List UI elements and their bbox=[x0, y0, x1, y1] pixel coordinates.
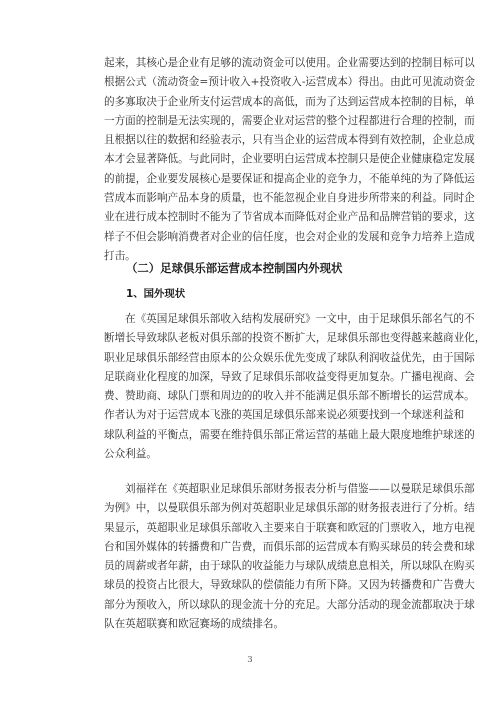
text-line: 根据公式（流动资金=预计收入+投资收入-运营成本）得出。由此可见流动资金 bbox=[104, 76, 475, 89]
text-line: 且根据以往的数据和经验表示，只有当企业的运营成本得到有效控制，企业总成 bbox=[104, 134, 475, 147]
text-line: 营成本而影响产品本身的质量，也不能忽视企业自身进步所带来的利益。同时企 bbox=[104, 192, 475, 205]
page-number: 3 bbox=[247, 655, 253, 665]
text-line: 刘福祥在《英超职业足球俱乐部财务报表分析与借鉴——以曼联足球俱乐部 bbox=[125, 483, 475, 495]
text-line: 的前提，企业要发展核心是要保证和提高企业的竞争力，不能单纯的为了降低运 bbox=[104, 172, 475, 185]
section-heading: （二）足球俱乐部运营成本控制国内外现状 bbox=[126, 261, 343, 275]
text-line: 足联商业化程度的加深，导致了足球俱乐部收益变得更加复杂。广播电视商、会 bbox=[104, 370, 475, 383]
paragraph-premier-league-financial-analysis bbox=[104, 480, 475, 634]
text-line: 一方面的控制是无法实现的，需要企业对运营的整个过程都进行合理的控制，而 bbox=[104, 114, 475, 127]
text-line: 作者认为对于运营成本飞涨的英国足球俱乐部来说必须要找到一个球迷利益和 bbox=[104, 409, 465, 422]
text-line: 打击。 bbox=[104, 249, 136, 262]
text-line: 球员的投资占比很大，导致球队的偿债能力有所下降。又因为转播费和广告费大 bbox=[104, 579, 475, 592]
paragraph-operating-cost-control bbox=[104, 54, 475, 266]
text-line: 断增长导致球队老板对俱乐部的投资不断扩大，足球俱乐部也变得越来越商业化， bbox=[104, 332, 486, 345]
text-line: 样子不但会影响消费者对企业的信任度，也会对企业的发展和竞争力培养上造成 bbox=[104, 230, 475, 243]
text-line: 的多寡取决于企业所支付运营成本的高低，而为了达到运营成本控制的目标，单 bbox=[104, 95, 475, 108]
text-line: 球队利益的平衡点，需要在维持俱乐部正常运营的基础上最大限度地维护球迷的 bbox=[104, 428, 475, 441]
sub-heading: 1、国外现状 bbox=[126, 288, 186, 300]
text-line: 业在进行成本控制时不能为了节省成本而降低对企业产品和品牌营销的要求，这 bbox=[104, 211, 475, 224]
text-line: 在《英国足球俱乐部收入结构发展研究》一文中，由于足球俱乐部名气的不 bbox=[125, 313, 475, 325]
paragraph-uk-football-club-revenue bbox=[104, 310, 486, 464]
text-line: 员的周薪或者年薪，由于球队的收益能力与球队成绩息息相关，所以球队在购买 bbox=[104, 560, 475, 573]
text-line: 公众利益。 bbox=[104, 448, 157, 461]
text-line: 起来，其核心是企业有足够的流动资金可以使用。企业需要达到的控制目标可以 bbox=[104, 57, 475, 69]
text-line: 台和国外媒体的转播费和广告费，而俱乐部的运营成本有购买球员的转会费和球 bbox=[104, 540, 475, 553]
text-line: 果显示，英超职业足球俱乐部收入主要来自于联赛和欧冠的门票收入，地方电视 bbox=[104, 521, 475, 534]
text-line: 为例》中，以曼联俱乐部为例对英超职业足球俱乐部的财务报表进行了分析。结 bbox=[104, 502, 475, 515]
text-line: 队在英超联赛和欧冠赛场的成绩排名。 bbox=[104, 618, 285, 631]
text-line: 本才会显著降低。与此同时，企业要明白运营成本控制只是使企业健康稳定发展 bbox=[104, 153, 475, 166]
text-line: 费、赞助商、球队门票和周边的的收入并不能满足俱乐部不断增长的运营成本。 bbox=[104, 390, 475, 403]
text-line: 部分为预收入，所以球队的现金流十分的充足。大部分活动的现金流都取决于球 bbox=[104, 598, 475, 611]
text-line: 职业足球俱乐部经营由原本的公众娱乐优先变成了球队利润收益优先，由于国际 bbox=[104, 351, 475, 364]
